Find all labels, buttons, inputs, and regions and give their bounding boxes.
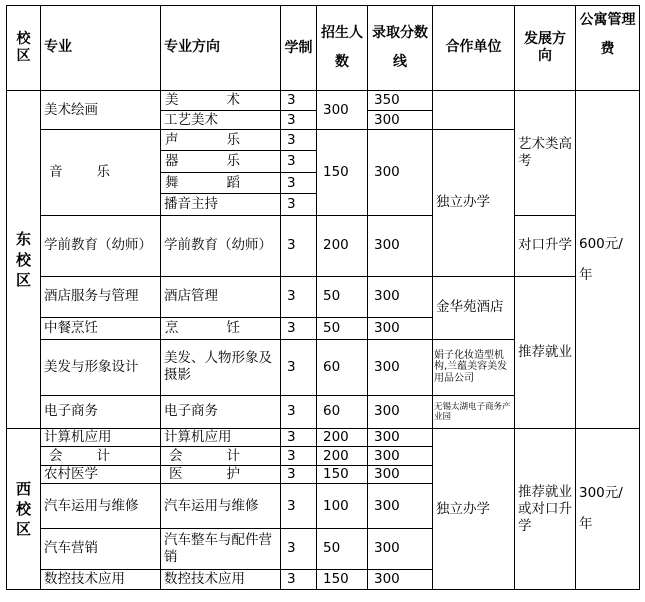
cell-years: 3 [281, 569, 317, 589]
header-years: 学制 [281, 6, 317, 91]
cell-enrollment: 50 [317, 318, 368, 339]
cell-enrollment: 50 [317, 276, 368, 318]
cell-direction: 器 乐 [161, 151, 281, 172]
cell-major: 计算机应用 [41, 429, 161, 447]
cell-score: 300 [368, 110, 433, 129]
table-row [7, 276, 640, 318]
cell-years: 3 [281, 429, 317, 447]
cell-major: 中餐烹饪 [41, 318, 161, 339]
header-score: 录取分数线 [368, 6, 433, 91]
cell-partner-hotel: 金华苑酒店 [433, 276, 515, 339]
cell-direction: 计算机应用 [161, 429, 281, 447]
cell-major: 农村医学 [41, 465, 161, 483]
header-direction: 专业方向 [161, 6, 281, 91]
cell-enrollment: 100 [317, 484, 368, 529]
cell-enrollment: 150 [317, 569, 368, 589]
enrollment-table [6, 5, 640, 590]
cell-fee-west: 300元/年 [576, 429, 640, 590]
cell-years: 3 [281, 110, 317, 129]
cell-years: 3 [281, 528, 317, 569]
cell-development-art: 艺术类高考 [515, 91, 576, 215]
cell-years: 3 [281, 484, 317, 529]
header-row [7, 6, 640, 91]
cell-development-duikou: 对口升学 [515, 215, 576, 276]
cell-major: 会 计 [41, 447, 161, 465]
cell-years: 3 [281, 318, 317, 339]
cell-enrollment: 60 [317, 339, 368, 395]
cell-direction: 播音主持 [161, 194, 281, 215]
table-row [7, 91, 640, 110]
header-enrollment: 招生人数 [317, 6, 368, 91]
cell-years: 3 [281, 91, 317, 110]
cell-major: 汽车运用与维修 [41, 484, 161, 529]
cell-score: 300 [368, 276, 433, 318]
cell-score: 300 [368, 528, 433, 569]
cell-score: 300 [368, 484, 433, 529]
cell-direction: 酒店管理 [161, 276, 281, 318]
cell-direction: 汽车运用与维修 [161, 484, 281, 529]
cell-direction: 电子商务 [161, 395, 281, 429]
campus-west: 西校区 [7, 429, 41, 590]
cell-years: 3 [281, 276, 317, 318]
cell-enrollment: 50 [317, 528, 368, 569]
header-dorm-fee: 公寓管理费 [576, 6, 640, 91]
header-development: 发展方向 [515, 6, 576, 91]
cell-direction: 美发、人物形象及摄影 [161, 339, 281, 395]
cell-fee-east: 600元/年 [576, 91, 640, 429]
cell-partner-beauty: 娟子化妆造型机构,兰蕴美容美发用品公司 [433, 339, 515, 395]
cell-score: 300 [368, 130, 433, 215]
cell-direction: 烹 饪 [161, 318, 281, 339]
header-campus: 校区 [7, 6, 41, 91]
cell-enrollment: 150 [317, 465, 368, 483]
cell-enrollment: 200 [317, 447, 368, 465]
table-row [7, 215, 640, 276]
cell-major: 美术绘画 [41, 91, 161, 130]
cell-major: 学前教育（幼师） [41, 215, 161, 276]
cell-years: 3 [281, 151, 317, 172]
cell-major: 美发与形象设计 [41, 339, 161, 395]
cell-enrollment: 150 [317, 130, 368, 215]
cell-enrollment: 200 [317, 429, 368, 447]
cell-years: 3 [281, 130, 317, 151]
cell-partner-independent: 独立办学 [433, 130, 515, 276]
header-major: 专业 [41, 6, 161, 91]
cell-enrollment: 300 [317, 91, 368, 130]
cell-score: 300 [368, 447, 433, 465]
cell-partner-west: 独立办学 [433, 429, 515, 590]
cell-partner-ecommerce: 无锡太湖电子商务产业园 [433, 395, 515, 429]
cell-score: 300 [368, 395, 433, 429]
cell-score: 300 [368, 318, 433, 339]
cell-score: 300 [368, 339, 433, 395]
campus-east: 东校区 [7, 91, 41, 429]
cell-partner-blank [433, 91, 515, 130]
table-row [7, 429, 640, 447]
cell-years: 3 [281, 465, 317, 483]
cell-score: 300 [368, 429, 433, 447]
cell-years: 3 [281, 395, 317, 429]
cell-years: 3 [281, 447, 317, 465]
cell-direction: 工艺美术 [161, 110, 281, 129]
cell-development-employment: 推荐就业 [515, 276, 576, 429]
cell-direction: 医 护 [161, 465, 281, 483]
cell-direction: 美 术 [161, 91, 281, 110]
cell-major: 电子商务 [41, 395, 161, 429]
cell-major: 酒店服务与管理 [41, 276, 161, 318]
cell-score: 300 [368, 465, 433, 483]
cell-major: 汽车营销 [41, 528, 161, 569]
cell-years: 3 [281, 172, 317, 193]
cell-major: 音 乐 [41, 130, 161, 215]
cell-score: 350 [368, 91, 433, 110]
cell-development-west: 推荐就业或对口升学 [515, 429, 576, 590]
cell-enrollment: 200 [317, 215, 368, 276]
cell-years: 3 [281, 194, 317, 215]
header-partner: 合作单位 [433, 6, 515, 91]
cell-years: 3 [281, 215, 317, 276]
cell-direction: 汽车整车与配件营销 [161, 528, 281, 569]
cell-years: 3 [281, 339, 317, 395]
cell-score: 300 [368, 569, 433, 589]
cell-direction: 会 计 [161, 447, 281, 465]
cell-direction: 声 乐 [161, 130, 281, 151]
cell-direction: 数控技术应用 [161, 569, 281, 589]
cell-direction: 舞 蹈 [161, 172, 281, 193]
cell-major: 数控技术应用 [41, 569, 161, 589]
cell-enrollment: 60 [317, 395, 368, 429]
cell-direction: 学前教育（幼师） [161, 215, 281, 276]
cell-score: 300 [368, 215, 433, 276]
